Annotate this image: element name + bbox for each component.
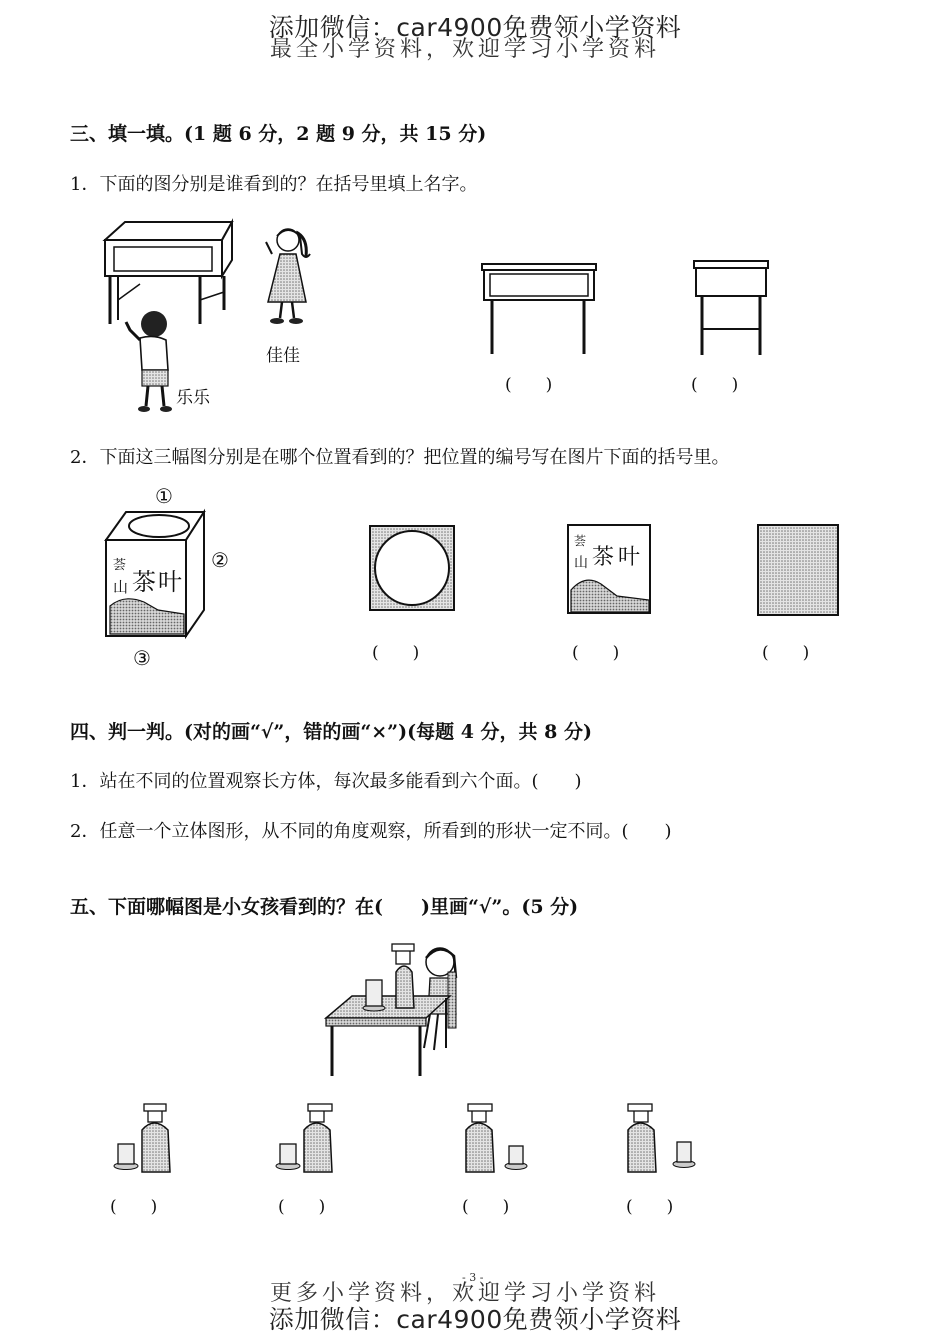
box-text-ye: 叶: [158, 568, 182, 596]
tea-box-top-view: [369, 525, 455, 611]
header-banner: 添加微信：car4900免费领小学资料: [268, 13, 682, 42]
tea-box-side-view: [757, 524, 841, 618]
option-1-cup-left: [110, 1100, 180, 1176]
answer-paren-option-1[interactable]: ( ): [110, 1197, 158, 1217]
name-label-lele: 乐乐: [176, 388, 210, 408]
answer-paren-side-box[interactable]: ( ): [762, 643, 810, 663]
position-2-label: ②: [211, 548, 229, 572]
answer-paren-front[interactable]: ( ): [505, 375, 553, 395]
answer-paren-option-4[interactable]: ( ): [626, 1197, 674, 1217]
tea-box-3d: [104, 510, 208, 640]
option-2-cup-left: [274, 1100, 350, 1176]
answer-paren-side[interactable]: ( ): [691, 375, 739, 395]
desk-front-view: [480, 262, 600, 358]
section4-q2: 2．任意一个立体图形，从不同的角度观察，所看到的形状一定不同。( ): [70, 821, 672, 842]
position-3-label: ③: [133, 646, 151, 670]
answer-paren-top[interactable]: ( ): [372, 643, 420, 663]
section4-q1: 1．站在不同的位置观察长方体，每次最多能看到六个面。( ): [70, 771, 582, 792]
footer-banner: 添加微信：car4900免费领小学资料: [268, 1305, 682, 1334]
answer-paren-option-2[interactable]: ( ): [278, 1197, 326, 1217]
section4-title: 四、判一判。(对的画“√”，错的画“×”)(每题 4 分，共 8 分): [70, 721, 592, 743]
page-number: - 3 -: [462, 1271, 484, 1284]
footer-cut-text: 更多小学资料，欢迎学习小学资料: [270, 1281, 661, 1306]
desk-side-view: [692, 259, 772, 359]
section5-title: 五、下面哪幅图是小女孩看到的？在( )里画“√”。(5 分): [70, 896, 579, 918]
option-3-cup-right: [460, 1100, 532, 1176]
front-text-hui: 荟: [574, 534, 587, 548]
boy-lele-figure: [122, 308, 182, 418]
answer-paren-front-box[interactable]: ( ): [572, 643, 620, 663]
section3-q2: 2．下面这三幅图分别是在哪个位置看到的？把位置的编号写在图片下面的括号里。: [70, 447, 730, 468]
box-text-hui: 荟: [113, 558, 127, 573]
option-4-cup-right: [622, 1100, 698, 1176]
girl-jiajia-figure: [262, 224, 322, 329]
box-text-cha: 茶: [132, 568, 156, 596]
section3-q1: 1．下面的图分别是谁看到的？在括号里填上名字。: [70, 174, 478, 195]
box-text-shan: 山: [113, 578, 129, 596]
front-text-ye: 叶: [618, 545, 641, 570]
header-cut-text: 最全小学资料，欢迎学习小学资料: [270, 37, 661, 62]
section3-title: 三、填一填。(1 题 6 分，2 题 9 分，共 15 分): [70, 123, 487, 145]
table-scene-girl: [322, 938, 472, 1080]
position-1-label: ①: [155, 484, 173, 508]
name-label-jiajia: 佳佳: [266, 346, 300, 366]
answer-paren-option-3[interactable]: ( ): [462, 1197, 510, 1217]
front-text-shan: 山: [574, 555, 588, 571]
front-text-cha: 茶: [592, 545, 615, 570]
